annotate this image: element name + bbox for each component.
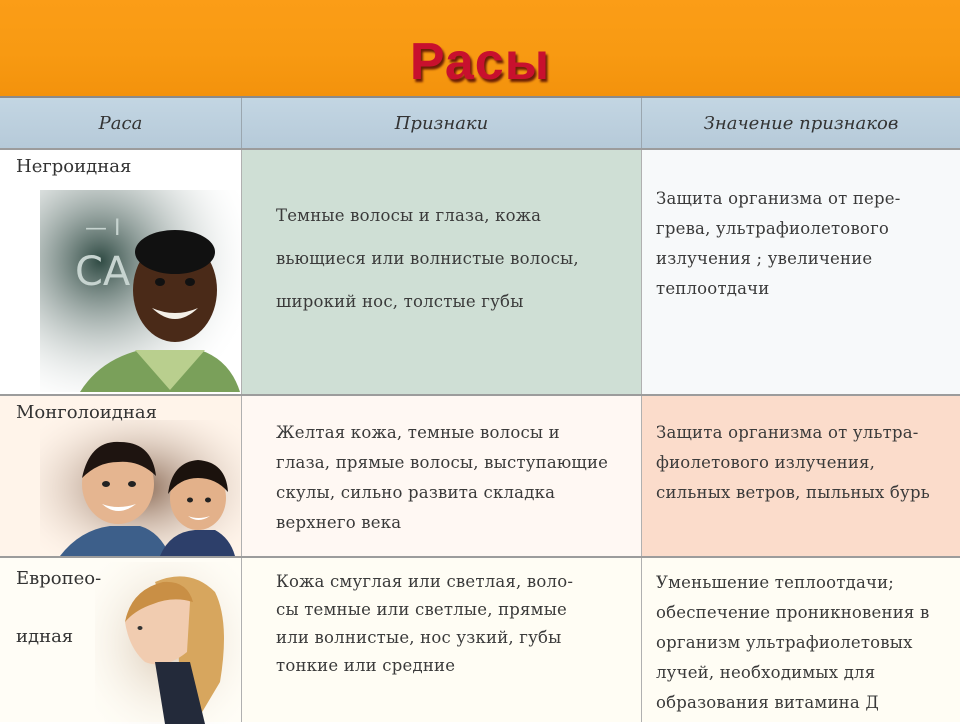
table-row xyxy=(0,556,960,722)
meaning-text: Защита организма от ультра- фиолетового излучения, сильных ветров, пыльных бурь xyxy=(656,423,930,502)
header-signs: Признаки xyxy=(242,98,642,148)
title-bar xyxy=(0,0,960,96)
svg-text:CA: CA xyxy=(75,249,131,295)
signs-cell xyxy=(242,150,642,394)
meaning-cell xyxy=(642,150,960,394)
header-meaning: Значение признаков xyxy=(642,98,960,148)
meaning-cell xyxy=(642,558,960,722)
race-cell xyxy=(0,150,242,394)
signs-text: Желтая кожа, темные волосы и глаза, прямые волосы, выступающие скулы, сильно развита складка верхнего века xyxy=(276,423,609,532)
table-row xyxy=(0,148,960,394)
meaning-text: Защита организма от пере- грева, ультрафиолетового излучения ; увеличение теплоотдачи xyxy=(656,189,901,298)
race-name: Монголоидная xyxy=(16,402,157,423)
meaning-cell xyxy=(642,396,960,556)
portrait-boy-photo xyxy=(40,190,240,392)
signs-cell xyxy=(242,396,642,556)
slide-title: Расы xyxy=(409,33,551,91)
signs-cell xyxy=(242,558,642,722)
signs-text: Кожа смуглая или светлая, воло- сы темные или светлые, прямые или волнистые, нос узкий, губы тонкие или средние xyxy=(276,572,574,675)
signs-text: Темные волосы и глаза, кожа вьющиеся или волнистые волосы, широкий нос, толстые губы xyxy=(276,206,579,311)
race-name: Негроидная xyxy=(16,156,132,177)
race-cell xyxy=(0,558,242,722)
portrait-girl-photo xyxy=(95,562,240,724)
header-race: Раса xyxy=(0,98,242,148)
table-row xyxy=(0,394,960,556)
meaning-text: Уменьшение теплоотдачи; обеспечение проникновения в организм ультрафиолетовых лучей, необходимых для образования витамина Д xyxy=(656,573,930,712)
race-name: Европео- идная xyxy=(16,568,102,647)
portrait-children-photo xyxy=(40,420,240,556)
races-table xyxy=(0,96,960,720)
svg-text:— I: — I xyxy=(85,216,121,241)
table-header-row xyxy=(0,98,960,148)
race-cell xyxy=(0,396,242,556)
